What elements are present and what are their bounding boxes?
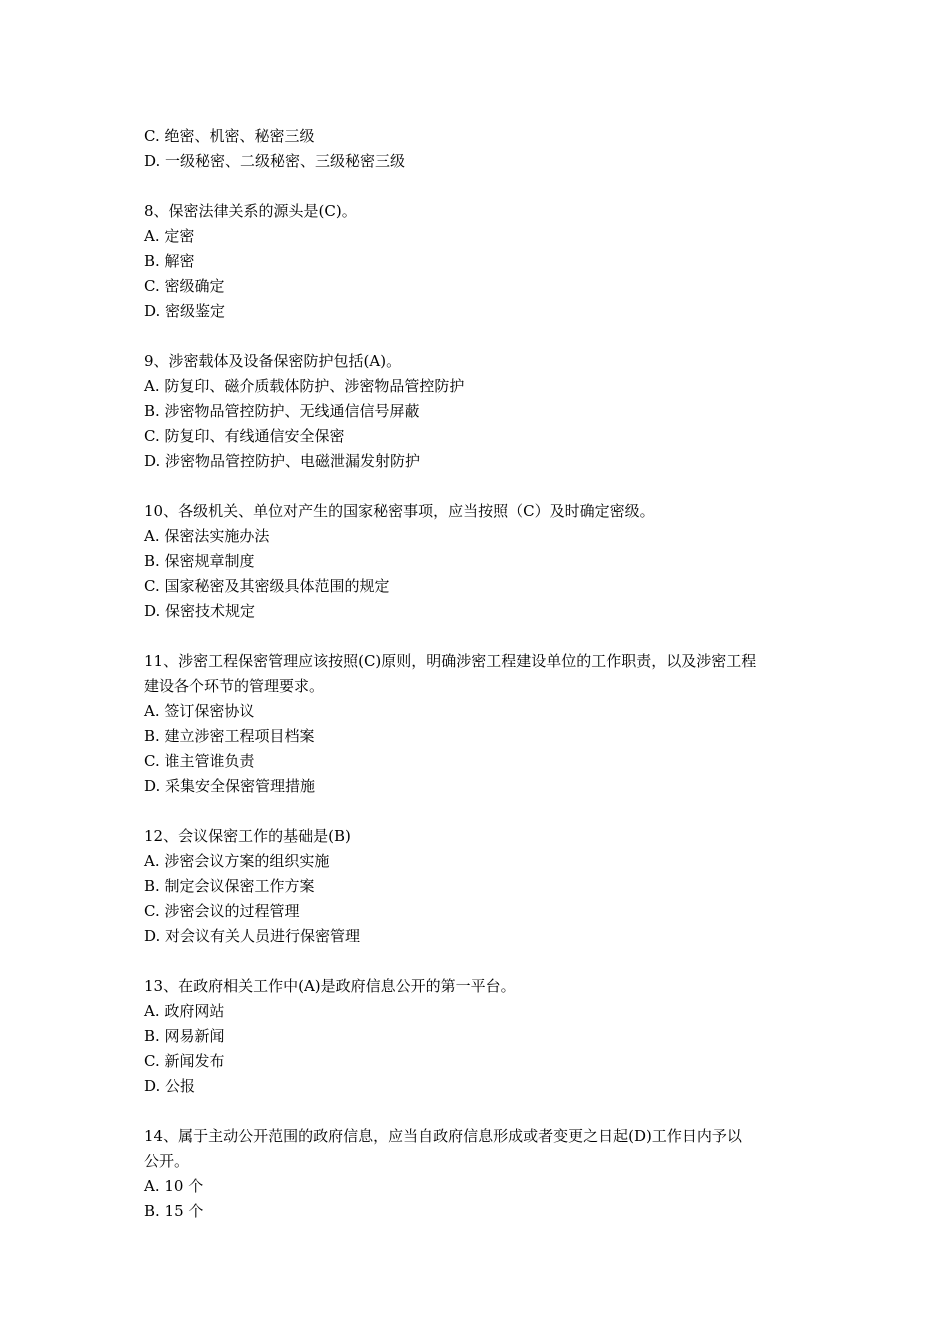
option-c-q10: C. 国家秘密及其密级具体范围的规定 <box>144 577 390 595</box>
question-13: 13、在政府相关工作中(A)是政府信息公开的第一平台。 <box>144 977 516 995</box>
question-11-line1: 11、涉密工程保密管理应该按照(C)原则，明确涉密工程建设单位的工作职责，以及涉密工程 <box>144 652 757 670</box>
question-12: 12、会议保密工作的基础是(B) <box>144 827 351 845</box>
question-8: 8、保密法律关系的源头是(C)。 <box>144 202 357 220</box>
option-b-q9: B. 涉密物品管控防护、无线通信信号屏蔽 <box>144 402 420 420</box>
option-c-q11: C. 谁主管谁负责 <box>144 752 255 770</box>
option-d-q9: D. 涉密物品管控防护、电磁泄漏发射防护 <box>144 452 421 470</box>
option-d-q11: D. 采集安全保密管理措施 <box>144 777 316 795</box>
option-d-q7: D. 一级秘密、二级秘密、三级秘密三级 <box>144 152 406 170</box>
option-a-q9: A. 防复印、磁介质载体防护、涉密物品管控防护 <box>144 377 465 395</box>
document-page <box>144 124 824 1224</box>
option-a-q14: A. 10 个 <box>144 1177 204 1195</box>
option-c-q12: C. 涉密会议的过程管理 <box>144 902 300 920</box>
option-d-q10: D. 保密技术规定 <box>144 602 256 620</box>
option-c-q9: C. 防复印、有线通信安全保密 <box>144 427 345 445</box>
blank-line <box>144 949 824 974</box>
option-c-q8: C. 密级确定 <box>144 277 225 295</box>
option-c-q13: C. 新闻发布 <box>144 1052 225 1070</box>
blank-line <box>144 799 824 824</box>
blank-line <box>144 324 824 349</box>
option-b-q13: B. 网易新闻 <box>144 1027 225 1045</box>
option-a-q11: A. 签订保密协议 <box>144 702 255 720</box>
option-d-q8: D. 密级鉴定 <box>144 302 226 320</box>
option-a-q12: A. 涉密会议方案的组织实施 <box>144 852 330 870</box>
question-14-line2: 公开。 <box>144 1152 190 1170</box>
option-b-q11: B. 建立涉密工程项目档案 <box>144 727 315 745</box>
question-14-line1: 14、属于主动公开范围的政府信息，应当自政府信息形成或者变更之日起(D)工作日内予以 <box>144 1127 742 1145</box>
option-b-q12: B. 制定会议保密工作方案 <box>144 877 315 895</box>
option-d-q12: D. 对会议有关人员进行保密管理 <box>144 927 361 945</box>
option-b-q8: B. 解密 <box>144 252 195 270</box>
blank-line <box>144 1099 824 1124</box>
option-a-q13: A. 政府网站 <box>144 1002 225 1020</box>
option-d-q13: D. 公报 <box>144 1077 196 1095</box>
question-11-line2: 建设各个环节的管理要求。 <box>144 677 325 695</box>
blank-line <box>144 174 824 199</box>
option-b-q10: B. 保密规章制度 <box>144 552 255 570</box>
question-10: 10、各级机关、单位对产生的国家秘密事项，应当按照（C）及时确定密级。 <box>144 502 655 520</box>
blank-line <box>144 624 824 649</box>
blank-line <box>144 474 824 499</box>
option-b-q14: B. 15 个 <box>144 1202 204 1220</box>
option-a-q10: A. 保密法实施办法 <box>144 527 270 545</box>
question-9: 9、涉密载体及设备保密防护包括(A)。 <box>144 352 402 370</box>
option-c-q7: C. 绝密、机密、秘密三级 <box>144 127 315 145</box>
option-a-q8: A. 定密 <box>144 227 195 245</box>
